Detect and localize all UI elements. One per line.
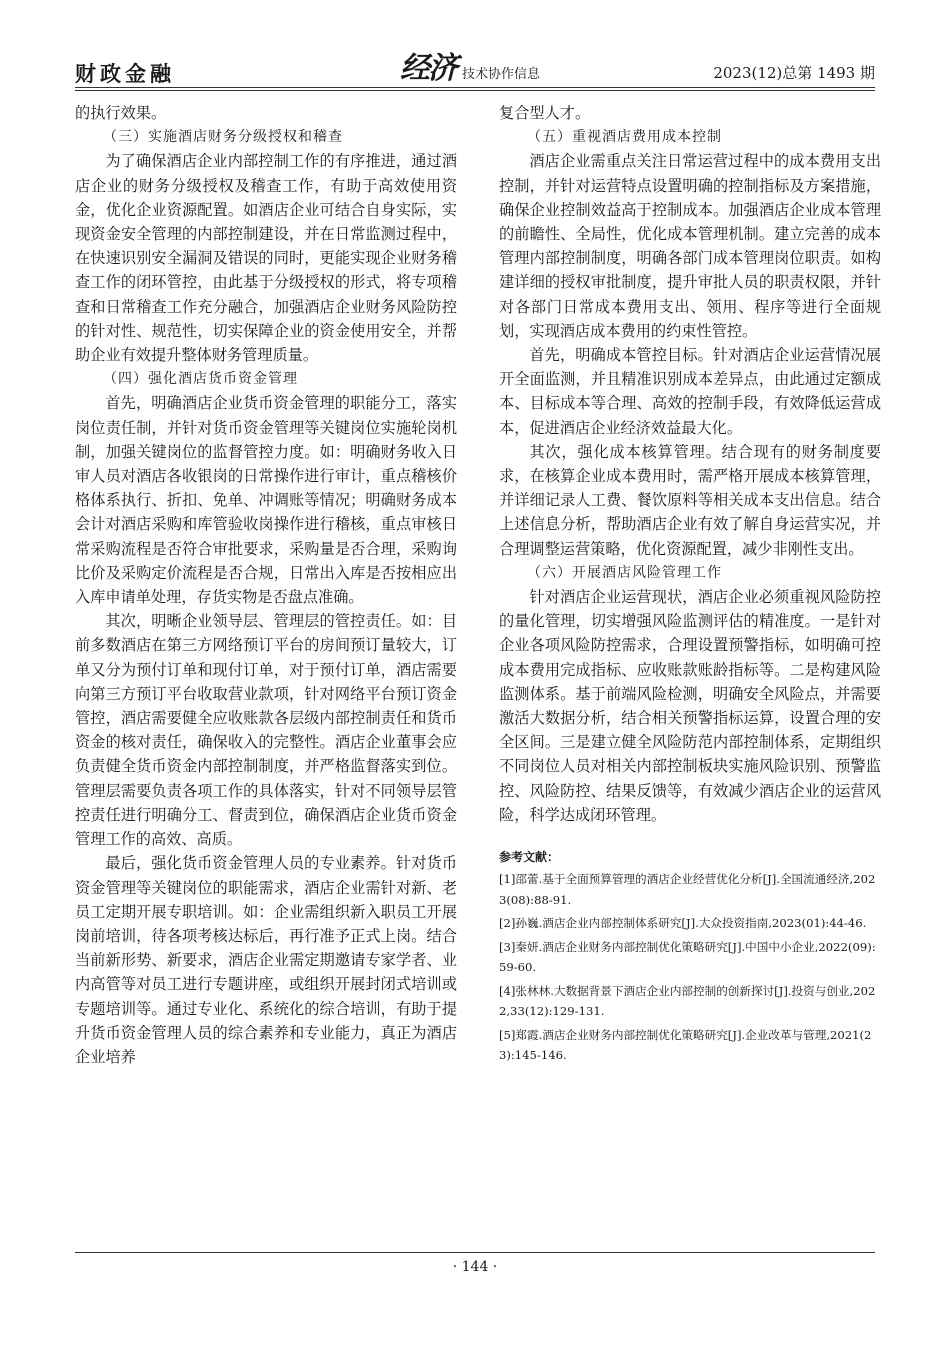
paragraph: 首先，明确成本管控目标。针对酒店企业运营情况展开全面监测，并且精准识别成本差异点，由此通过定额成本、目标成本等合理、高效的控制手段，有效降低运营成本，促进酒店企业经济效益最大化。: [499, 346, 881, 437]
reference-item: [4]张林林.大数据背景下酒店企业内部控制的创新探讨[J].投资与创业,2022,33(12):129-131.: [499, 983, 876, 1019]
paragraph: 酒店企业需重点关注日常运营过程中的成本费用支出控制，并针对运营特点设置明确的控制指标及方案措施，确保企业控制效益高于控制成本。加强酒店企业成本管理的前瞻性、全局性，优化成本管理机制。建立完善的成本管理内部控制制度，明确各部门成本管理岗位职责。如构建详细的授权审批制度，提升审批人员的职责权限，并针对各部门日常成本费用支出、领用、程序等进行全面规划，实现酒店成本费用的约束性管控。: [499, 152, 881, 340]
issue-number: 2023(12)总第 1493 期: [713, 64, 875, 82]
reference-item: [1]邵蕾.基于全面预算管理的酒店企业经营优化分析[J].全国流通经济,2023(08):88-91.: [499, 872, 876, 907]
left-column: [75, 101, 457, 1069]
page-number: · 144 ·: [452, 1259, 498, 1275]
header-rule: [75, 87, 875, 88]
section-heading: （五）重视酒店费用成本控制: [527, 129, 722, 146]
reference-item: [2]孙巍.酒店企业内部控制体系研究[J].大众投资指南,2023(01):44-46.: [499, 916, 867, 931]
paragraph: 其次，明晰企业领导层、管理层的管控责任。如：目前多数酒店在第三方网络预订平台的房间预订量较大，订单又分为预付订单和现付订单，对于预付订单，酒店需要向第三方预订平台收取营业款项，针对网络平台预订资金管控，酒店需要健全应收账款各层级内部控制责任和货币资金的核对责任，确保收入的完整性。酒店企业董事会应负责健全货币资金内部控制制度，并严格监督落实到位。管理层需要负责各项工作的具体落实，针对不同领导层管控责任进行明确分工、督责到位，确保酒店企业货币资金管理工作的高效、高质。: [75, 612, 457, 849]
header-rule: [75, 90, 875, 91]
paragraph: 的执行效果。: [75, 104, 167, 122]
reference-item: [3]秦妍.酒店企业财务内部控制优化策略研究[J].中国中小企业,2022(09):59-60.: [499, 939, 876, 975]
page-header: [75, 51, 875, 92]
references-title: 参考文献：: [499, 850, 560, 865]
paragraph: 其次，强化成本核算管理。结合现有的财务制度要求，在核算企业成本费用时，需严格开展成本核算管理，并详细记录人工费、餐饮原料等相关成本支出信息。结合上述信息分析，帮助酒店企业有效了解自身运营实况，并合理调整运营策略，优化资源配置，减少非刚性支出。: [499, 442, 881, 558]
section-heading: （三）实施酒店财务分级授权和稽查: [103, 129, 343, 146]
right-column-body: [499, 101, 881, 827]
journal-logo-mark: 经济: [400, 51, 456, 86]
journal-logo: [400, 50, 540, 88]
paragraph: 首先，明确酒店企业货币资金管理的职能分工，落实岗位责任制，并针对货币资金管理等关键岗位实施轮岗机制，加强关键岗位的监督管控力度。如：明确财务收入日审人员对酒店各收银岗的日常操作进行审计，重点稽核价格体系执行、折扣、免单、冲调账等情况；明确财务成本会计对酒店采购和库管验收岗操作进行稽核，重点审核日常采购流程是否符合审批要求，采购量是否合理，采购询比价及采购定价流程是否合规，日常出入库是否按相应出入库申请单处理，存货实物是否盘点准确。: [75, 394, 457, 607]
references: [499, 847, 881, 1066]
reference-list: [499, 869, 881, 1066]
paragraph: 针对酒店企业运营现状，酒店企业必须重视风险防控的量化管理，切实增强风险监测评估的精准度。一是针对企业各项风险防控需求，合理设置预警指标，如明确可控成本费用完成指标、应收账款账龄指标等。二是构建风险监测体系。基于前端风险检测，明确安全风险点，并需要激活大数据分析，结合相关预警指标运算，设置合理的安全区间。三是建立健全风险防范内部控制体系，定期组织不同岗位人员对相关内部控制板块实施风险识别、预警监控、风险防控、结果反馈等，有效减少酒店企业的运营风险，科学达成闭环管理。: [499, 588, 881, 824]
footer-rule: [75, 1252, 875, 1253]
paragraph: 最后，强化货币资金管理人员的专业素养。针对货币资金管理等关键岗位的职能需求，酒店企业需针对新、老员工定期开展专职培训。如：企业需组织新入职员工开展岗前培训，待各项考核达标后，再行准予正式上岗。结合当前新形势、新要求，酒店企业需定期邀请专家学者、业内高管等对员工进行专题讲座，或组织开展封闭式培训或专题培训等。通过专业化、系统化的综合培训，有助于提升货币资金管理人员的综合素养和专业能力，真正为酒店企业培养: [75, 854, 457, 1066]
journal-name: 技术协作信息: [462, 67, 541, 82]
section-heading: （六）开展酒店风险管理工作: [527, 564, 722, 581]
paragraph: 为了确保酒店企业内部控制工作的有序推进，通过酒店企业的财务分级授权及稽查工作，有助于高效使用资金，优化企业资源配置。如酒店企业可结合自身实际，实现资金安全管理的内部控制建设，并在日常监测过程中，在快速识别安全漏洞及错误的同时，更能实现企业财务稽查工作的闭环管控，由此基于分级授权的形式，将专项稽查和日常稽查工作充分融合，加强酒店企业财务风险防控的针对性、规范性，切实保障企业的资金使用安全，并帮助企业有效提升整体财务管理质量。: [75, 152, 457, 365]
right-column: [499, 101, 881, 1069]
section-heading: （四）强化酒店货币资金管理: [103, 371, 298, 388]
paragraph: 复合型人才。: [499, 104, 591, 122]
section-title: 财政金融: [75, 61, 175, 86]
reference-item: [5]郑霞.酒店企业财务内部控制优化策略研究[J].企业改革与管理,2021(23):145-146.: [499, 1027, 872, 1063]
